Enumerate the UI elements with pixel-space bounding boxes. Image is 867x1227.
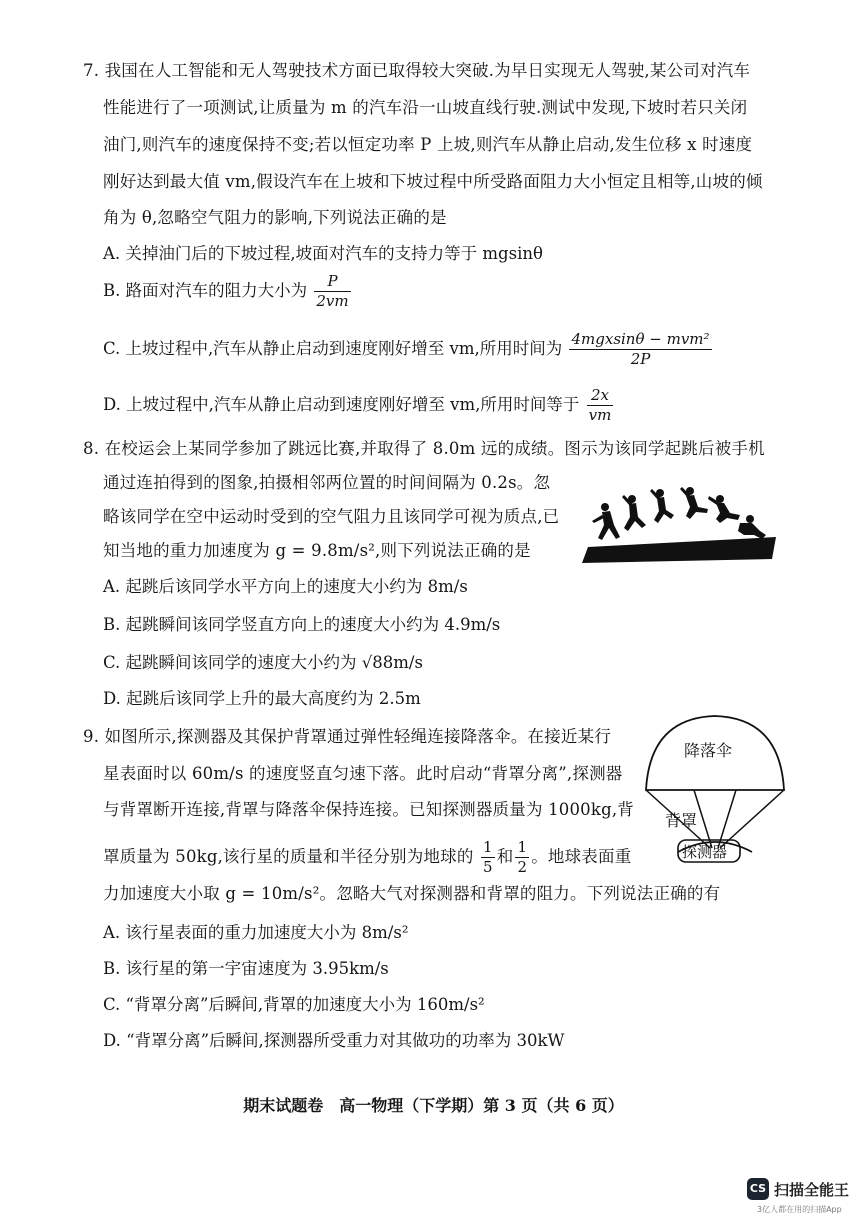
q8-line-1: 8. 在校运会上某同学参加了跳远比赛,并取得了 8.0m 远的成绩。图示为该同学起跳后被手机	[83, 439, 765, 458]
q7-option-c-fraction	[569, 330, 711, 369]
q7-line-5: 角为 θ,忽略空气阻力的影响,下列说法正确的是	[103, 208, 447, 227]
q7-option-b-denominator: 2vm	[316, 292, 349, 310]
q9-fraction-mass-denominator: 5	[483, 858, 493, 876]
scanner-watermark	[747, 1178, 857, 1218]
jumper-figure-6	[738, 515, 766, 539]
jump-pit-ground	[582, 537, 776, 563]
q8-line-2: 通过连拍得到的图象,拍摄相邻两位置的时间间隔为 0.2s。忽	[103, 473, 551, 492]
q8-line-4: 知当地的重力加速度为 g = 9.8m/s²,则下列说法正确的是	[103, 541, 531, 560]
q7-option-c-text: C. 上坡过程中,汽车从静止启动到速度刚好增至 vm,所用时间为	[103, 339, 563, 358]
label-parachute: 降落伞	[684, 741, 733, 760]
q7-option-b-numerator: P	[314, 272, 350, 292]
q7-option-d	[103, 386, 615, 425]
q7-option-d-denominator: vm	[588, 406, 612, 424]
long-jump-photo	[580, 485, 780, 565]
jumper-figure-5	[708, 495, 740, 523]
scanner-app-name: 扫描全能王	[774, 1181, 850, 1199]
q9-fraction-radius-denominator: 2	[517, 858, 528, 876]
q9-line-4-text: 罩质量为 50kg,该行星的质量和半径分别为地球的	[103, 847, 474, 866]
q7-line-1: 7. 我国在人工智能和无人驾驶技术方面已取得较大突破.为早日实现无人驾驶,某公司对汽车	[83, 61, 751, 80]
q7-option-c-numerator: 4mgxsinθ − mvm²	[571, 330, 710, 348]
q9-line-1: 9. 如图所示,探测器及其保护背罩通过弹性轻绳连接降落伞。在接近某行	[83, 727, 612, 746]
jumper-figure-4	[680, 487, 708, 519]
q7-option-d-text: D. 上坡过程中,汽车从静止启动到速度刚好增至 vm,所用时间等于	[103, 395, 580, 414]
q9-fraction-mass-numerator: 1	[483, 838, 493, 856]
jumper-figure-1	[592, 503, 620, 540]
q7-option-d-fraction	[587, 386, 614, 425]
jumper-silhouettes	[592, 487, 766, 540]
label-backshell: 背罩	[665, 811, 698, 830]
q7-line-3: 油门,则汽车的速度保持不变;若以恒定功率 P 上坡,则汽车从静止启动,发生位移 x 时速度	[103, 135, 753, 154]
q7-line-2: 性能进行了一项测试,让质量为 m 的汽车沿一山坡直线行驶.测试中发现,下坡时若只关闭	[103, 98, 748, 117]
page-footer: 期末试题卷 高一物理（下学期）第 3 页（共 6 页）	[243, 1096, 624, 1115]
q9-option-a: A. 该行星表面的重力加速度大小为 8m/s²	[103, 923, 409, 942]
jumper-figure-2	[622, 495, 646, 531]
q9-fraction-radius-numerator: 1	[517, 838, 528, 856]
q7-option-a: A. 关掉油门后的下坡过程,坡面对汽车的支持力等于 mgsinθ	[103, 244, 543, 263]
q8-option-b: B. 起跳瞬间该同学竖直方向上的速度大小约为 4.9m/s	[103, 615, 501, 634]
q8-option-d: D. 起跳后该同学上升的最大高度约为 2.5m	[103, 689, 421, 708]
jumper-figure-3	[650, 489, 674, 523]
label-probe: 探测器	[682, 843, 728, 861]
q9-fraction-radius	[515, 838, 529, 877]
q9-option-d: D. “背罩分离”后瞬间,探测器所受重力对其做功的功率为 30kW	[103, 1031, 565, 1050]
q8-option-a: A. 起跳后该同学水平方向上的速度大小约为 8m/s	[103, 577, 468, 596]
q9-line-2: 星表面时以 60m/s 的速度竖直匀速下落。此时启动“背罩分离”,探测器	[103, 764, 623, 783]
q9-option-c: C. “背罩分离”后瞬间,背罩的加速度大小为 160m/s²	[103, 995, 485, 1014]
q7-option-c	[103, 330, 714, 369]
scanner-logo-icon: CS	[747, 1178, 769, 1200]
q9-option-b: B. 该行星的第一宇宙速度为 3.95km/s	[103, 959, 389, 978]
q7-option-b-fraction	[314, 272, 350, 311]
q9-fraction-mass	[481, 838, 495, 877]
q7-option-c-denominator: 2P	[630, 350, 651, 368]
scanner-slogan: 3亿人都在用的扫描App	[757, 1205, 842, 1214]
q8-option-c: C. 起跳瞬间该同学的速度大小约为 √88m/s	[103, 653, 423, 672]
q9-line-3: 与背罩断开连接,背罩与降落伞保持连接。已知探测器质量为 1000kg,背	[103, 800, 634, 819]
q8-line-3: 略该同学在空中运动时受到的空气阻力且该同学可视为质点,已	[103, 507, 560, 526]
q7-option-b-text: B. 路面对汽车的阻力大小为	[103, 281, 308, 300]
q9-line-4-tail: 。地球表面重	[531, 847, 632, 866]
q9-line-4	[103, 838, 631, 877]
q9-line-4-mid: 和	[496, 847, 514, 866]
q9-line-5: 力加速度大小取 g = 10m/s²。忽略大气对探测器和背罩的阻力。下列说法正确的有	[103, 884, 721, 903]
q7-option-b	[103, 272, 353, 311]
q7-option-d-numerator: 2x	[587, 386, 614, 406]
q7-line-4: 刚好达到最大值 vm,假设汽车在上坡和下坡过程中所受路面阻力大小恒定且相等,山坡的倾	[103, 172, 763, 191]
